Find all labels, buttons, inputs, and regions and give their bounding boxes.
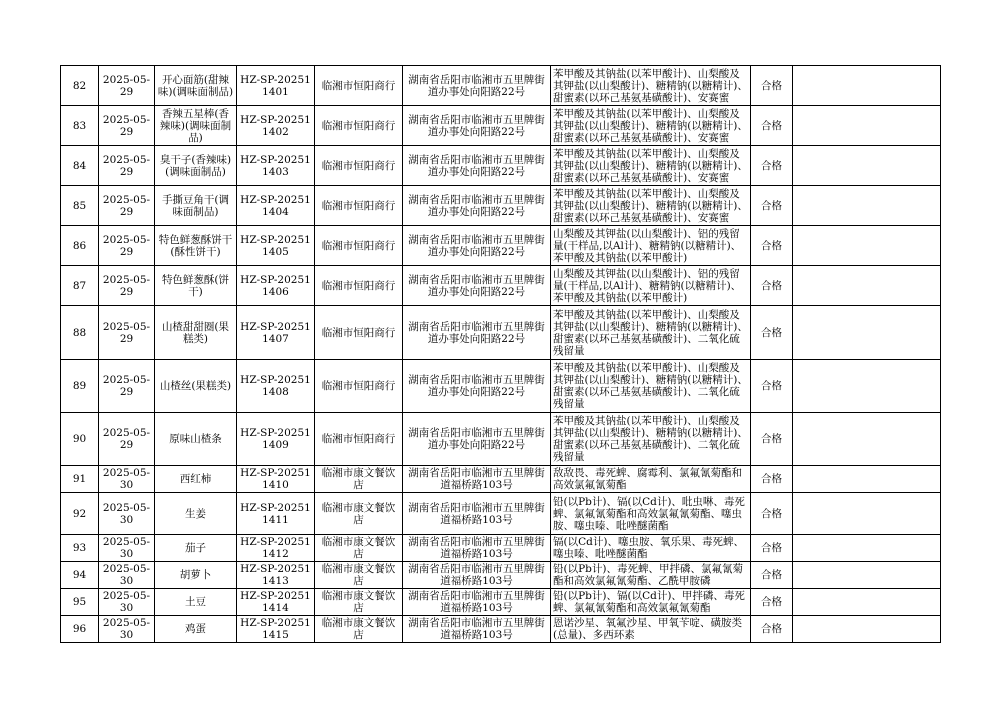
sample-name <box>155 466 237 493</box>
sample-code <box>237 186 315 226</box>
unit-address-text: 湖南省岳阳市临湘市五里牌街道福桥路103号 <box>408 501 545 526</box>
sample-name <box>155 493 237 535</box>
row-number <box>61 66 99 106</box>
unit-address <box>403 562 551 589</box>
test-items-text: 苯甲酸及其钠盐(以苯甲酸计)、山梨酸及其钾盐(以山梨酸计)、糖精钠(以糖精计)、甜蜜素(以环己基氨基磺酸计)、二氧化硫残留量 <box>553 308 748 357</box>
row-number <box>61 360 99 413</box>
sample-date <box>99 616 155 643</box>
inspected-unit-text: 临湘市恒阳商行 <box>321 119 396 132</box>
inspected-unit <box>315 493 403 535</box>
test-result <box>751 616 793 643</box>
inspected-unit-text: 临湘市恒阳商行 <box>321 239 396 252</box>
unit-address <box>403 493 551 535</box>
row-number-text: 93 <box>72 542 87 554</box>
test-items <box>551 616 751 643</box>
test-items-text: 苯甲酸及其钠盐(以苯甲酸计)、山梨酸及其钾盐(以山梨酸计)、糖精钠(以糖精计)、甜蜜素(以环己基氨基磺酸计)、安赛蜜 <box>553 107 748 144</box>
test-items-text: 镉(以Cd计)、噻虫胺、氧乐果、毒死蜱、噻虫嗪、吡唑醚菌酯 <box>553 536 744 560</box>
test-result <box>751 226 793 266</box>
inspected-unit-text: 临湘市恒阳商行 <box>321 433 396 445</box>
sample-code <box>237 66 315 106</box>
sample-name <box>155 266 237 306</box>
test-result-text: 合格 <box>761 326 782 339</box>
sample-date <box>99 226 155 266</box>
sample-code <box>237 306 315 360</box>
inspected-unit-text: 临湘市恒阳商行 <box>321 159 396 172</box>
unit-address <box>403 146 551 186</box>
sample-code <box>237 535 315 562</box>
unit-address <box>403 360 551 413</box>
test-result-text: 合格 <box>761 239 782 252</box>
row-number <box>61 266 99 306</box>
inspected-unit <box>315 266 403 306</box>
unit-address-text: 湖南省岳阳市临湘市五里牌街道福桥路103号 <box>408 467 545 491</box>
remark <box>793 66 941 106</box>
row-number-text: 83 <box>72 119 87 132</box>
row-number-text: 92 <box>72 507 87 520</box>
sample-name <box>155 535 237 562</box>
unit-address-text: 湖南省岳阳市临湘市五里牌街道办事处向阳路22号 <box>408 153 545 178</box>
sample-code <box>237 616 315 643</box>
sample-name-text: 胡萝卜 <box>179 569 212 581</box>
test-result-text: 合格 <box>761 119 782 132</box>
inspected-unit-text: 临湘市康文餐饮店 <box>321 536 396 560</box>
test-result-text: 合格 <box>761 473 782 485</box>
row-number <box>61 466 99 493</box>
row-number-text: 91 <box>72 473 87 485</box>
remark <box>793 360 941 413</box>
row-number-text: 96 <box>72 623 87 635</box>
sample-date-text: 2025-05-29 <box>102 427 151 451</box>
unit-address-text: 湖南省岳阳市临湘市五里牌街道办事处向阳路22号 <box>408 73 545 98</box>
unit-address-text: 湖南省岳阳市临湘市五里牌街道办事处向阳路22号 <box>408 273 545 298</box>
sample-date <box>99 535 155 562</box>
test-items <box>551 466 751 493</box>
sample-code-text: HZ-SP-202511409 <box>240 427 311 451</box>
test-items-text: 苯甲酸及其钠盐(以苯甲酸计)、山梨酸及其钾盐(以山梨酸计)、糖精钠(以糖精计)、甜蜜素(以环己基氨基磺酸计)、二氧化硫残留量 <box>553 415 748 463</box>
row-number <box>61 186 99 226</box>
table-row <box>61 589 941 616</box>
test-items <box>551 266 751 306</box>
inspected-unit <box>315 226 403 266</box>
row-number <box>61 493 99 535</box>
table-row <box>61 493 941 535</box>
row-number <box>61 616 99 643</box>
test-items <box>551 106 751 146</box>
test-items-text: 苯甲酸及其钠盐(以苯甲酸计)、山梨酸及其钾盐(以山梨酸计)、糖精钠(以糖精计)、甜蜜素(以环己基氨基磺酸计)、安赛蜜 <box>553 67 748 104</box>
test-result-text: 合格 <box>761 199 782 212</box>
sample-code-text: HZ-SP-202511404 <box>240 193 311 218</box>
table-body <box>61 66 941 643</box>
sample-name-text: 山楂甜甜圈(果糕类) <box>161 320 230 345</box>
row-number <box>61 146 99 186</box>
inspected-unit <box>315 413 403 466</box>
remark <box>793 226 941 266</box>
sample-name-text: 生姜 <box>185 507 206 520</box>
inspected-unit <box>315 562 403 589</box>
test-result <box>751 562 793 589</box>
test-items <box>551 535 751 562</box>
sample-code <box>237 466 315 493</box>
test-items-text: 铅(以Pb计)、镉(以Cd计)、甲拌磷、毒死蜱、氯氟氰菊酯和高效氯氟氰菊酯 <box>553 590 745 614</box>
row-number-text: 94 <box>72 569 87 581</box>
sample-date-text: 2025-05-30 <box>102 536 151 560</box>
sample-name-text: 鸡蛋 <box>185 623 206 635</box>
inspected-unit <box>315 466 403 493</box>
unit-address <box>403 106 551 146</box>
test-items-text: 苯甲酸及其钠盐(以苯甲酸计)、山梨酸及其钾盐(以山梨酸计)、糖精钠(以糖精计)、甜蜜素(以环己基氨基磺酸计)、二氧化硫残留量 <box>553 362 748 410</box>
unit-address-text: 湖南省岳阳市临湘市五里牌街道办事处向阳路22号 <box>408 427 545 451</box>
unit-address <box>403 535 551 562</box>
inspected-unit <box>315 106 403 146</box>
test-items-text: 苯甲酸及其钠盐(以苯甲酸计)、山梨酸及其钾盐(以山梨酸计)、糖精钠(以糖精计)、甜蜜素(以环己基氨基磺酸计)、安赛蜜 <box>553 187 748 224</box>
table-row <box>61 562 941 589</box>
remark <box>793 306 941 360</box>
test-result-text: 合格 <box>761 279 782 292</box>
test-result-text: 合格 <box>761 79 782 92</box>
sample-date <box>99 493 155 535</box>
table-row <box>61 266 941 306</box>
sample-date-text: 2025-05-29 <box>102 113 151 138</box>
sample-date-text: 2025-05-29 <box>102 193 151 218</box>
row-number-text: 82 <box>72 79 87 92</box>
unit-address <box>403 413 551 466</box>
test-result-text: 合格 <box>761 507 782 520</box>
sample-date-text: 2025-05-30 <box>102 467 151 491</box>
sample-code-text: HZ-SP-202511405 <box>240 233 311 258</box>
sample-code-text: HZ-SP-202511406 <box>240 273 311 298</box>
inspected-unit <box>315 306 403 360</box>
inspected-unit-text: 临湘市恒阳商行 <box>321 79 396 92</box>
unit-address-text: 湖南省岳阳市临湘市五里牌街道办事处向阳路22号 <box>408 113 545 138</box>
row-number-text: 89 <box>72 380 87 392</box>
unit-address <box>403 66 551 106</box>
test-result <box>751 360 793 413</box>
unit-address-text: 湖南省岳阳市临湘市五里牌街道福桥路103号 <box>408 617 545 641</box>
sample-name-text: 香辣五星棒(香辣味)(调味面制品) <box>159 107 232 144</box>
sample-code-text: HZ-SP-202511413 <box>240 563 311 587</box>
table-row <box>61 360 941 413</box>
test-items-text: 敌敌畏、毒死蜱、腐霉利、氯氟氰菊酯和高效氯氟氰菊酯 <box>553 467 742 491</box>
sample-code <box>237 106 315 146</box>
remark <box>793 266 941 306</box>
row-number <box>61 106 99 146</box>
unit-address <box>403 466 551 493</box>
test-items-text: 恩诺沙星、氧氟沙星、甲氧苄啶、磺胺类(总量)、多西环素 <box>553 617 742 641</box>
sample-code-text: HZ-SP-202511408 <box>240 374 311 398</box>
sample-name-text: 原味山楂条 <box>169 433 222 445</box>
sample-code-text: HZ-SP-202511401 <box>240 73 311 98</box>
sample-name <box>155 589 237 616</box>
sample-name <box>155 146 237 186</box>
test-items <box>551 226 751 266</box>
remark <box>793 106 941 146</box>
sample-code-text: HZ-SP-202511415 <box>240 617 311 641</box>
test-result-text: 合格 <box>761 433 782 445</box>
unit-address <box>403 266 551 306</box>
row-number-text: 87 <box>72 279 87 292</box>
sample-date-text: 2025-05-30 <box>102 617 151 641</box>
row-number-text: 88 <box>72 326 87 339</box>
sample-name <box>155 360 237 413</box>
inspected-unit-text: 临湘市恒阳商行 <box>321 380 396 392</box>
unit-address-text: 湖南省岳阳市临湘市五里牌街道办事处向阳路22号 <box>408 320 545 345</box>
inspected-unit-text: 临湘市恒阳商行 <box>321 199 396 212</box>
table-row <box>61 226 941 266</box>
inspected-unit <box>315 360 403 413</box>
test-items <box>551 306 751 360</box>
test-result-text: 合格 <box>761 542 782 554</box>
row-number <box>61 535 99 562</box>
test-result <box>751 466 793 493</box>
table-row <box>61 616 941 643</box>
sample-date <box>99 186 155 226</box>
unit-address <box>403 616 551 643</box>
unit-address-text: 湖南省岳阳市临湘市五里牌街道办事处向阳路22号 <box>408 374 545 398</box>
sample-name <box>155 616 237 643</box>
row-number <box>61 589 99 616</box>
sample-name-text: 手撕豆角干(调味面制品) <box>161 193 230 218</box>
inspected-unit <box>315 66 403 106</box>
sample-code-text: HZ-SP-202511412 <box>240 536 311 560</box>
unit-address-text: 湖南省岳阳市临湘市五里牌街道福桥路103号 <box>408 536 545 560</box>
test-items-text: 铅(以Pb计)、镉(以Cd计)、吡虫啉、毒死蜱、氯氟氰菊酯和高效氯氟氰菊酯、噻虫胺、噻虫嗪、吡唑醚菌酯 <box>553 495 745 532</box>
table-row <box>61 306 941 360</box>
test-items <box>551 493 751 535</box>
unit-address-text: 湖南省岳阳市临湘市五里牌街道福桥路103号 <box>408 563 545 587</box>
remark <box>793 466 941 493</box>
inspection-table <box>60 65 941 643</box>
test-items <box>551 413 751 466</box>
sample-name-text: 西红柿 <box>179 473 212 485</box>
sample-name <box>155 106 237 146</box>
sample-date-text: 2025-05-30 <box>102 563 151 587</box>
unit-address-text: 湖南省岳阳市临湘市五里牌街道福桥路103号 <box>408 590 545 614</box>
sample-name-text: 茄子 <box>185 542 206 554</box>
sample-date-text: 2025-05-29 <box>102 233 151 258</box>
sample-name-text: 特色鲜葱酥(饼干) <box>161 273 230 298</box>
remark <box>793 535 941 562</box>
sample-date <box>99 413 155 466</box>
sample-code <box>237 493 315 535</box>
unit-address <box>403 306 551 360</box>
inspected-unit <box>315 616 403 643</box>
test-result <box>751 535 793 562</box>
inspected-unit-text: 临湘市恒阳商行 <box>321 279 396 292</box>
row-number-text: 86 <box>72 239 87 252</box>
unit-address-text: 湖南省岳阳市临湘市五里牌街道办事处向阳路22号 <box>408 193 545 218</box>
sample-date-text: 2025-05-29 <box>102 320 151 345</box>
sample-code <box>237 589 315 616</box>
table-row <box>61 66 941 106</box>
sample-name-text: 土豆 <box>185 596 206 608</box>
sample-date-text: 2025-05-30 <box>102 590 151 614</box>
row-number-text: 90 <box>72 433 87 445</box>
test-result <box>751 106 793 146</box>
test-items <box>551 66 751 106</box>
remark <box>793 413 941 466</box>
test-items-text: 苯甲酸及其钠盐(以苯甲酸计)、山梨酸及其钾盐(以山梨酸计)、糖精钠(以糖精计)、甜蜜素(以环己基氨基磺酸计)、安赛蜜 <box>553 147 748 184</box>
inspected-unit-text: 临湘市康文餐饮店 <box>321 501 396 526</box>
inspected-unit <box>315 186 403 226</box>
sample-name <box>155 413 237 466</box>
sample-name <box>155 226 237 266</box>
test-items <box>551 360 751 413</box>
unit-address <box>403 589 551 616</box>
test-result <box>751 66 793 106</box>
row-number <box>61 413 99 466</box>
sample-code <box>237 360 315 413</box>
inspected-unit-text: 临湘市恒阳商行 <box>321 326 396 339</box>
sample-code <box>237 226 315 266</box>
inspected-unit <box>315 535 403 562</box>
row-number-text: 85 <box>72 199 87 212</box>
test-result <box>751 306 793 360</box>
sample-code <box>237 562 315 589</box>
inspected-unit-text: 临湘市康文餐饮店 <box>321 563 396 587</box>
test-result-text: 合格 <box>761 380 782 392</box>
sample-name-text: 开心面筋(甜辣味)(调味面制品) <box>157 73 234 98</box>
sample-name <box>155 562 237 589</box>
sample-name-text: 特色鲜葱酥饼干(酥性饼干) <box>158 233 233 258</box>
remark <box>793 493 941 535</box>
sample-date-text: 2025-05-29 <box>102 273 151 298</box>
sample-name <box>155 306 237 360</box>
sample-code-text: HZ-SP-202511407 <box>240 320 311 345</box>
sample-date-text: 2025-05-29 <box>102 153 151 178</box>
sample-code <box>237 146 315 186</box>
sample-code <box>237 266 315 306</box>
row-number-text: 95 <box>72 596 87 608</box>
test-result <box>751 266 793 306</box>
unit-address <box>403 186 551 226</box>
sample-code <box>237 413 315 466</box>
row-number-text: 84 <box>72 159 87 172</box>
inspected-unit <box>315 589 403 616</box>
test-items-text: 山梨酸及其钾盐(以山梨酸计)、铝的残留量(干样品,以Al计)、糖精钠(以糖精计)、苯甲酸及其钠盐(以苯甲酸计) <box>553 227 742 264</box>
sample-date <box>99 306 155 360</box>
sample-date <box>99 66 155 106</box>
remark <box>793 146 941 186</box>
sample-code-text: HZ-SP-202511402 <box>240 113 311 138</box>
sample-name <box>155 186 237 226</box>
sample-date <box>99 106 155 146</box>
table-row <box>61 106 941 146</box>
remark <box>793 562 941 589</box>
test-items-text: 铅(以Pb计)、毒死蜱、甲拌磷、氯氟氰菊酯和高效氯氟氰菊酯、乙酰甲胺磷 <box>553 563 743 587</box>
test-result <box>751 589 793 616</box>
test-result-text: 合格 <box>761 569 782 581</box>
table-row <box>61 146 941 186</box>
test-items <box>551 562 751 589</box>
test-result <box>751 146 793 186</box>
unit-address <box>403 226 551 266</box>
sample-code-text: HZ-SP-202511411 <box>240 501 311 526</box>
table-row <box>61 466 941 493</box>
sample-date <box>99 146 155 186</box>
test-result <box>751 186 793 226</box>
test-result-text: 合格 <box>761 159 782 172</box>
table-row <box>61 535 941 562</box>
row-number <box>61 306 99 360</box>
test-result-text: 合格 <box>761 623 782 635</box>
test-items <box>551 186 751 226</box>
sample-date <box>99 466 155 493</box>
test-items-text: 山梨酸及其钾盐(以山梨酸计)、铝的残留量(干样品,以Al计)、糖精钠(以糖精计)、苯甲酸及其钠盐(以苯甲酸计) <box>553 267 742 304</box>
test-result <box>751 493 793 535</box>
test-items <box>551 589 751 616</box>
table-row <box>61 413 941 466</box>
test-result-text: 合格 <box>761 596 782 608</box>
sample-date <box>99 266 155 306</box>
inspected-unit <box>315 146 403 186</box>
unit-address-text: 湖南省岳阳市临湘市五里牌街道办事处向阳路22号 <box>408 233 545 258</box>
row-number <box>61 226 99 266</box>
test-items <box>551 146 751 186</box>
table-row <box>61 186 941 226</box>
sample-date-text: 2025-05-29 <box>102 374 151 398</box>
sample-name-text: 山楂丝(果糕类) <box>159 380 232 392</box>
sample-date <box>99 360 155 413</box>
remark <box>793 616 941 643</box>
sample-date-text: 2025-05-30 <box>102 501 151 526</box>
sample-code-text: HZ-SP-202511403 <box>240 153 311 178</box>
inspected-unit-text: 临湘市康文餐饮店 <box>321 590 396 614</box>
sample-name <box>155 66 237 106</box>
sample-name-text: 臭干子(香辣味)(调味面制品) <box>159 153 232 178</box>
sample-date <box>99 589 155 616</box>
inspected-unit-text: 临湘市康文餐饮店 <box>321 617 396 641</box>
test-result <box>751 413 793 466</box>
inspected-unit-text: 临湘市康文餐饮店 <box>321 467 396 491</box>
remark <box>793 186 941 226</box>
sample-date-text: 2025-05-29 <box>102 73 151 98</box>
remark <box>793 589 941 616</box>
sample-code-text: HZ-SP-202511414 <box>240 590 311 614</box>
sample-code-text: HZ-SP-202511410 <box>240 467 311 491</box>
row-number <box>61 562 99 589</box>
sample-date <box>99 562 155 589</box>
